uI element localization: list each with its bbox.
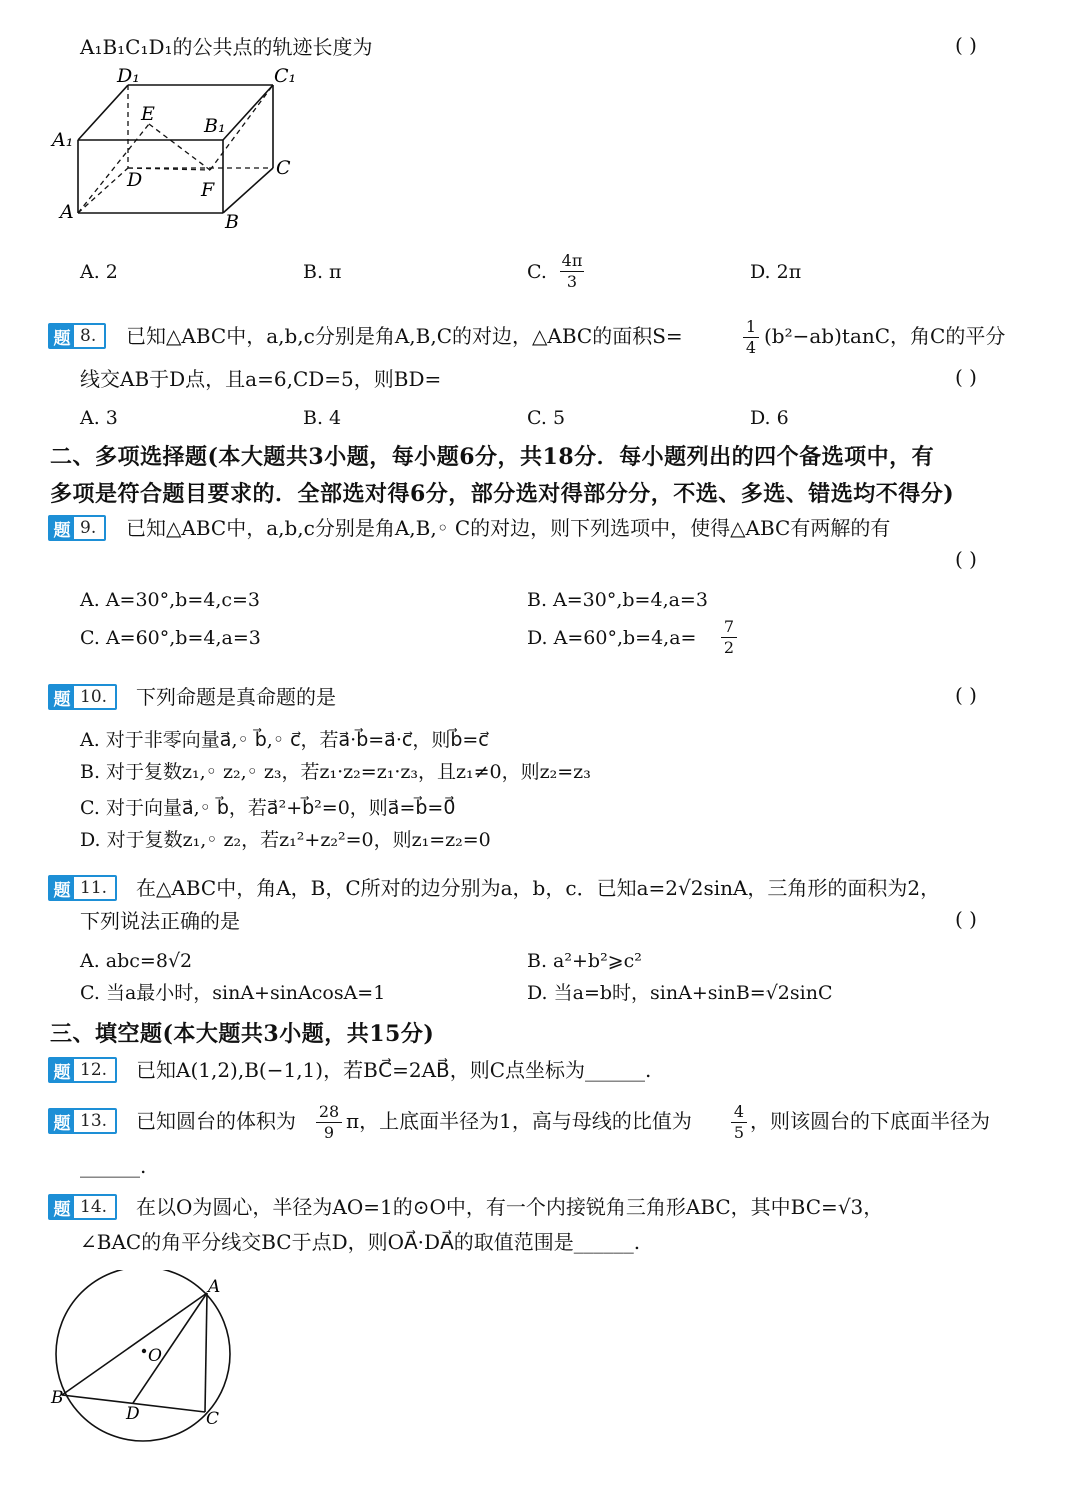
q11-answer-paren: ( )	[955, 907, 977, 931]
label-c: C	[206, 1409, 220, 1429]
q14-circle-figure	[45, 1270, 245, 1450]
q14-stem: 在以O为圆心，半径为AO=1的⊙O中，有一个内接锐角三角形ABC，其中BC=√3，	[136, 1195, 884, 1219]
q11-badge: 题 11.	[48, 875, 117, 901]
q10-option-b: B. 对于复数z₁,◦ z₂,◦ z₃，若z₁·z₂=z₁·z₃，且z₁≠0，则z₂=z₃	[80, 761, 591, 783]
q11-stem: 在△ABC中，角A，B，C所对的边分别为a，b，c．已知a=2√2sinA，三角形的面积为2，	[136, 876, 941, 900]
q10-stem: 下列命题是真命题的是	[136, 685, 336, 709]
q7-cuboid-figure	[45, 68, 305, 238]
label-d1: D₁	[117, 68, 140, 87]
q10-answer-paren: ( )	[955, 683, 977, 707]
q9-option-d: D. A=60°,b=4,a=	[527, 627, 697, 649]
q8-stem-cont: (b²−ab)tanC，角C的平分	[764, 324, 1006, 348]
q7-stem-tail: A₁B₁C₁D₁的公共点的轨迹长度为	[80, 35, 373, 59]
label-e: E	[141, 103, 155, 125]
q10-badge: 题 10.	[48, 684, 117, 710]
q8-option-a: A. 3	[80, 407, 118, 429]
q10-option-a: A. 对于非零向量a⃗,◦ b⃗,◦ c⃗，若a⃗·b⃗=a⃗·c⃗，则b⃗=c⃗	[80, 729, 489, 751]
q11-option-c: C. 当a最小时，sinA+sinAcosA=1	[80, 982, 386, 1004]
edge-b-c	[223, 168, 273, 213]
q13-stem-post: ，则该圆台的下底面半径为	[750, 1109, 990, 1133]
q13-fraction-volume: 28 9	[316, 1102, 342, 1143]
q13-answer-blank: ______.	[80, 1154, 147, 1178]
q7-option-c-fraction: 4π 3	[561, 251, 583, 291]
label-o: O	[148, 1346, 162, 1366]
q11-option-a: A. abc=8√2	[80, 950, 193, 972]
q7-option-d: D. 2π	[750, 261, 802, 283]
q7-option-b: B. π	[303, 261, 342, 283]
q14-badge: 题 14.	[48, 1194, 117, 1220]
q9-option-a: A. A=30°,b=4,c=3	[80, 589, 261, 611]
label-d: D	[126, 1404, 140, 1424]
q9-stem: 已知△ABC中，a,b,c分别是角A,B,◦ C的对边，则下列选项中，使得△ABC有两解的有	[126, 516, 891, 540]
q9-answer-paren: ( )	[955, 547, 977, 571]
label-d: D	[127, 169, 143, 191]
q9-option-b: B. A=30°,b=4,a=3	[527, 589, 708, 611]
q9-option-d-fraction: 7 2	[721, 617, 737, 658]
q12-badge: 题 12.	[48, 1057, 117, 1083]
q8-stem-line2: 线交AB于D点，且a=6,CD=5，则BD=	[80, 367, 442, 391]
label-f: F	[201, 179, 215, 201]
q13-stem: 已知圆台的体积为	[136, 1109, 296, 1133]
edge-a-d-hidden	[78, 168, 128, 213]
label-c: C	[276, 157, 291, 179]
q8-stem: 已知△ABC中，a,b,c分别是角A,B,C的对边，△ABC的面积S=	[126, 324, 683, 348]
side-ac	[205, 1293, 207, 1412]
center-o-dot	[142, 1349, 146, 1353]
label-a: A	[208, 1277, 221, 1297]
q8-option-d: D. 6	[750, 407, 789, 429]
label-b: B	[225, 211, 239, 233]
edge-b1-c1	[223, 85, 273, 140]
label-b1: B₁	[204, 115, 226, 137]
q7-option-c: C.	[527, 261, 547, 283]
label-b: B	[51, 1388, 64, 1408]
label-c1: C₁	[274, 68, 297, 87]
q11-stem-line2: 下列说法正确的是	[80, 909, 240, 933]
section2-heading: 二、多项选择题(本大题共3小题，每小题6分，共18分．每小题列出的四个备选项中，有	[50, 444, 935, 470]
label-a: A	[60, 201, 74, 223]
edge-a1-d1	[78, 85, 128, 140]
section2-heading-line2: 多项是符合题目要求的．全部选对得6分，部分选对得部分分，不选、多选、错选均不得分)	[50, 481, 955, 507]
q9-badge: 题 9.	[48, 515, 106, 541]
q10-option-d: D. 对于复数z₁,◦ z₂，若z₁²+z₂²=0，则z₁=z₂=0	[80, 829, 491, 851]
q8-badge: 题 8.	[48, 323, 106, 349]
q13-badge: 题 13.	[48, 1108, 117, 1134]
q13-fraction-ratio: 4 5	[731, 1102, 747, 1143]
q8-fraction: 1 4	[743, 317, 759, 358]
q8-option-b: B. 4	[303, 407, 342, 429]
q11-option-b: B. a²+b²⩾c²	[527, 950, 642, 972]
side-ab	[62, 1293, 207, 1395]
q14-stem-line2: ∠BAC的角平分线交BC于点D，则OA⃗·DA⃗的取值范围是______.	[80, 1230, 641, 1254]
bisector-ad	[133, 1293, 207, 1403]
q11-option-d: D. 当a=b时，sinA+sinB=√2sinC	[527, 982, 833, 1004]
q8-answer-paren: ( )	[955, 365, 977, 389]
section3-heading: 三、填空题(本大题共3小题，共15分)	[50, 1021, 435, 1047]
q8-option-c: C. 5	[527, 407, 566, 429]
q9-option-c: C. A=60°,b=4,a=3	[80, 627, 261, 649]
q12-stem: 已知A(1,2),B(−1,1)，若BC⃗=2AB⃗，则C点坐标为______.	[136, 1058, 652, 1082]
segment-e-f	[149, 124, 210, 170]
label-a1: A₁	[52, 129, 74, 151]
q7-option-a: A. 2	[80, 261, 118, 283]
q7-answer-paren: ( )	[955, 33, 977, 57]
q10-option-c: C. 对于向量a⃗,◦ b⃗，若a⃗²+b⃗²=0，则a⃗=b⃗=0⃗	[80, 797, 456, 819]
q13-stem-mid: π，上底面半径为1，高与母线的比值为	[346, 1109, 692, 1133]
